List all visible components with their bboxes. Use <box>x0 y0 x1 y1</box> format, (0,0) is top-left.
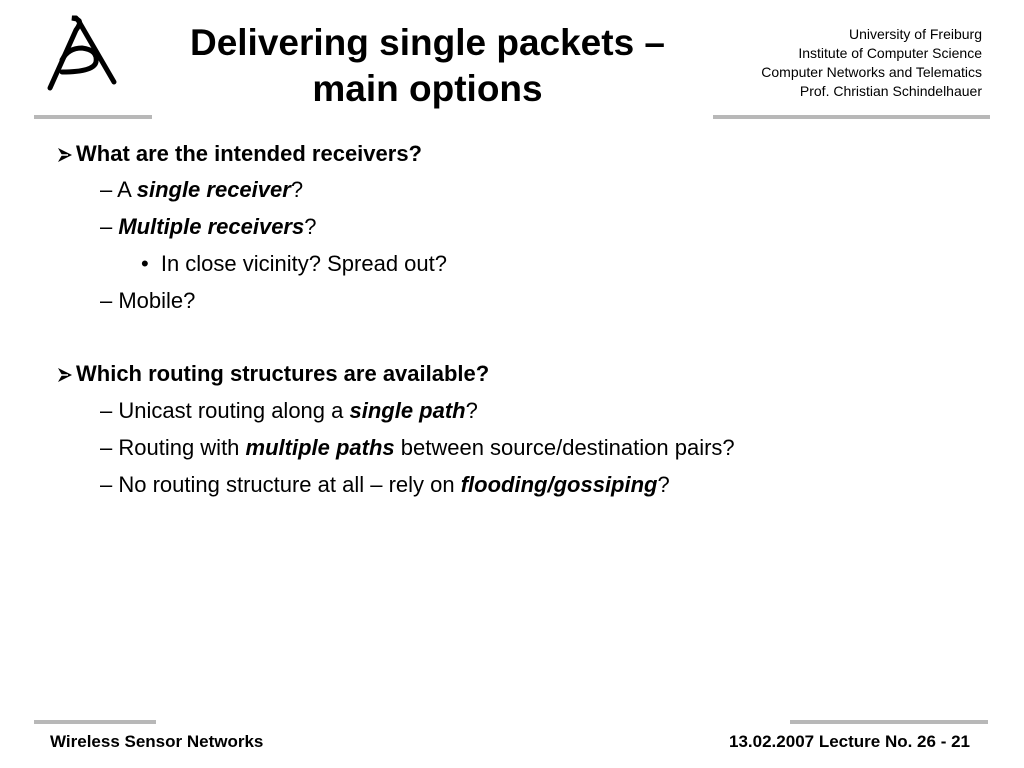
list-item: – Routing with multiple paths between source/destination pairs? <box>100 435 735 460</box>
header-rule-right <box>713 115 990 119</box>
list-item: – A single receiver? <box>100 177 304 202</box>
title-line-2: main options <box>312 68 543 109</box>
institution-line: Institute of Computer Science <box>798 45 982 61</box>
section-heading: Which routing structures are available? <box>76 361 490 386</box>
arrow-bullet-icon <box>56 366 74 384</box>
footer-rule-right <box>790 720 988 724</box>
institution-line: Computer Networks and Telematics <box>761 64 982 80</box>
page-title <box>150 20 705 112</box>
list-item: • In close vicinity? Spread out? <box>141 251 447 276</box>
header-rule-left <box>34 115 152 119</box>
list-item: – No routing structure at all – rely on flooding/gossiping? <box>100 472 670 497</box>
title-line-1: Delivering single packets – <box>189 22 666 63</box>
bullet-icon: • <box>141 251 149 276</box>
footer-course: Wireless Sensor Networks <box>50 732 264 751</box>
institution-line: University of Freiburg <box>848 26 982 42</box>
footer-date-lecture: 13.02.2007 Lecture No. 26 - 21 <box>729 732 970 751</box>
list-item: – Mobile? <box>100 288 196 313</box>
institution-block <box>761 25 982 101</box>
section-heading: What are the intended receivers? <box>76 141 422 166</box>
list-item: – Multiple receivers? <box>100 214 317 239</box>
university-logo-icon <box>42 14 124 94</box>
arrow-bullet-icon <box>56 146 74 164</box>
institution-line: Prof. Christian Schindelhauer <box>799 83 982 99</box>
list-item: – Unicast routing along a single path? <box>100 398 478 423</box>
footer-rule-left <box>34 720 156 724</box>
